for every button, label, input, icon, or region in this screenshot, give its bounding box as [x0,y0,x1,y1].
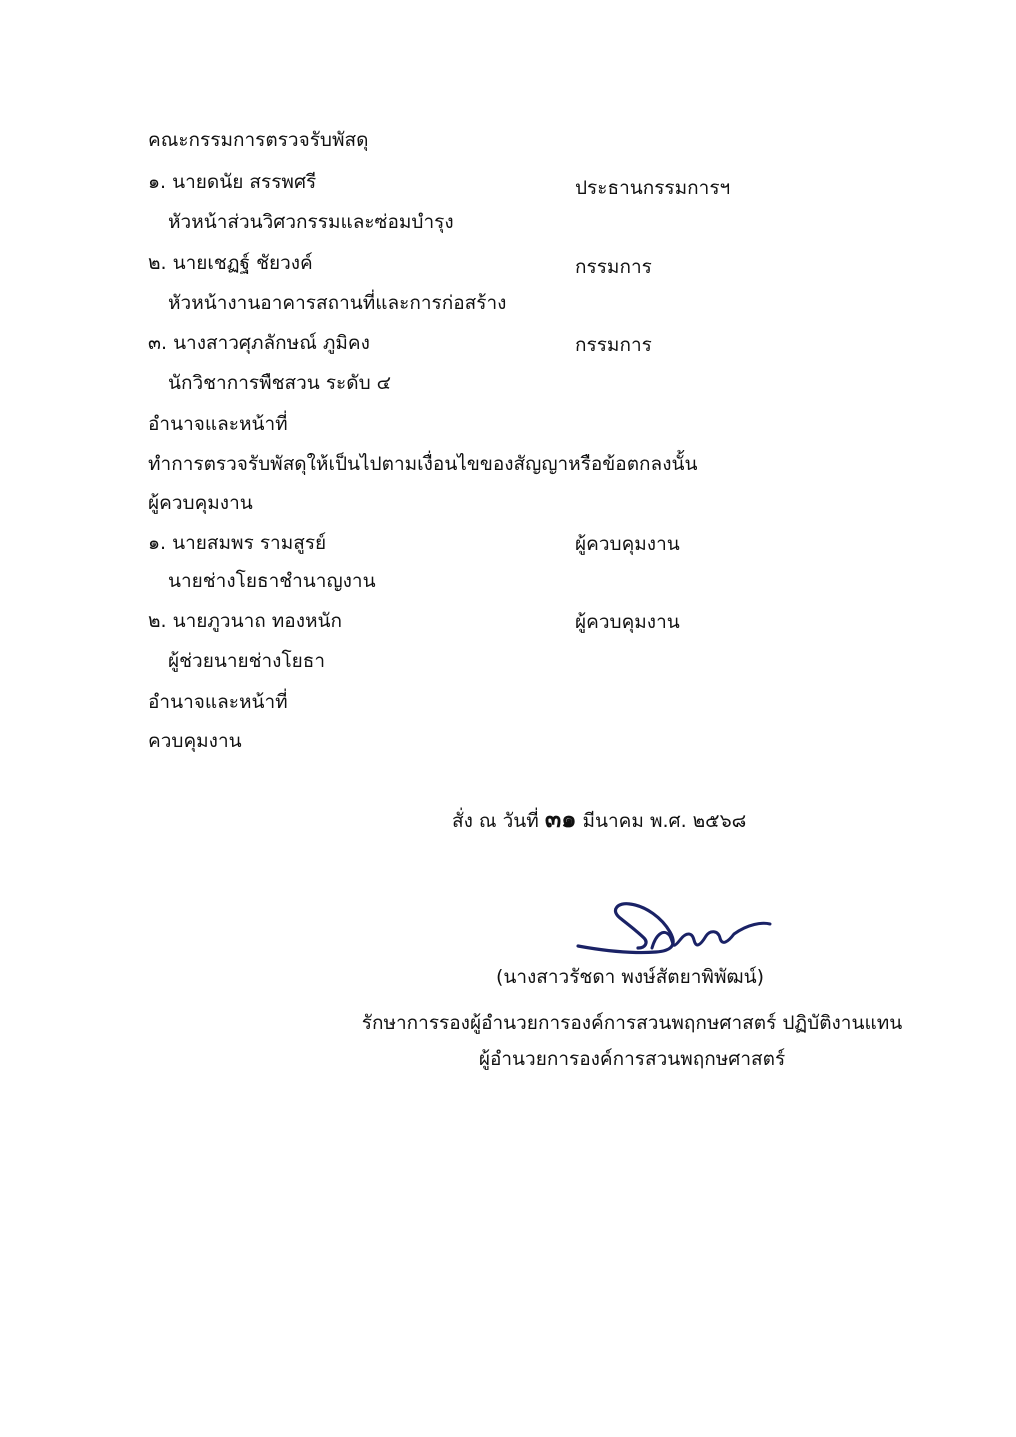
supervisor-duty-text: ควบคุมงาน [148,730,242,752]
committee-member-position: นักวิชาการพืชสวน ระดับ ๔ [168,372,392,394]
committee-member-role: กรรมการ [575,334,652,356]
supervisor-name: ๒. นายภูวนาถ ทองหนัก [148,610,343,632]
order-date-prefix: สั่ง ณ วันที่ [452,810,539,832]
order-date-month-year: มีนาคม พ.ศ. ๒๕๖๘ [582,810,747,832]
signatory-name: (นางสาวรัชดา พงษ์สัตยาพิพัฒน์) [495,966,765,988]
committee-member-role: ประธานกรรมการฯ [575,177,731,199]
supervisor-role: ผู้ควบคุมงาน [575,533,680,555]
committee-member-position: หัวหน้างานอาคารสถานที่และการก่อสร้าง [168,292,507,314]
signatory-title-line2: ผู้อำนวยการองค์การสวนพฤกษศาสตร์ [478,1048,786,1070]
supervisor-position: ผู้ช่วยนายช่างโยธา [168,650,326,672]
signatory-title-line1: รักษาการรองผู้อำนวยการองค์การสวนพฤกษศาสตร์ ปฏิบัติงานแทน [361,1012,903,1034]
committee-member-name: ๒. นายเชฏฐ์ ชัยวงค์ [148,252,313,274]
committee-member-position: หัวหน้าส่วนวิศวกรรมและซ่อมบำรุง [168,211,454,233]
committee-member-role: กรรมการ [575,256,652,278]
supervisor-role: ผู้ควบคุมงาน [575,611,680,633]
committee-member-name: ๑. นายดนัย สรรพศรี [148,171,317,193]
committee-duty-text: ทำการตรวจรับพัสดุให้เป็นไปตามเงื่อนไขของสัญญาหรือข้อตกลงนั้น [148,453,698,475]
committee-duty-heading: อำนาจและหน้าที่ [148,413,288,435]
order-date [452,806,746,834]
order-date-day: ๓๑ [544,805,577,833]
inspection-committee-heading: คณะกรรมการตรวจรับพัสดุ [148,129,369,151]
supervisor-position: นายช่างโยธาชำนาญงาน [168,570,376,592]
handwritten-signature [560,888,780,968]
committee-member-name: ๓. นางสาวศุภลักษณ์ ภูมิคง [148,332,370,354]
supervisors-heading: ผู้ควบคุมงาน [148,492,253,514]
supervisor-duty-heading: อำนาจและหน้าที่ [148,691,288,713]
supervisor-name: ๑. นายสมพร รามสูรย์ [148,532,327,554]
